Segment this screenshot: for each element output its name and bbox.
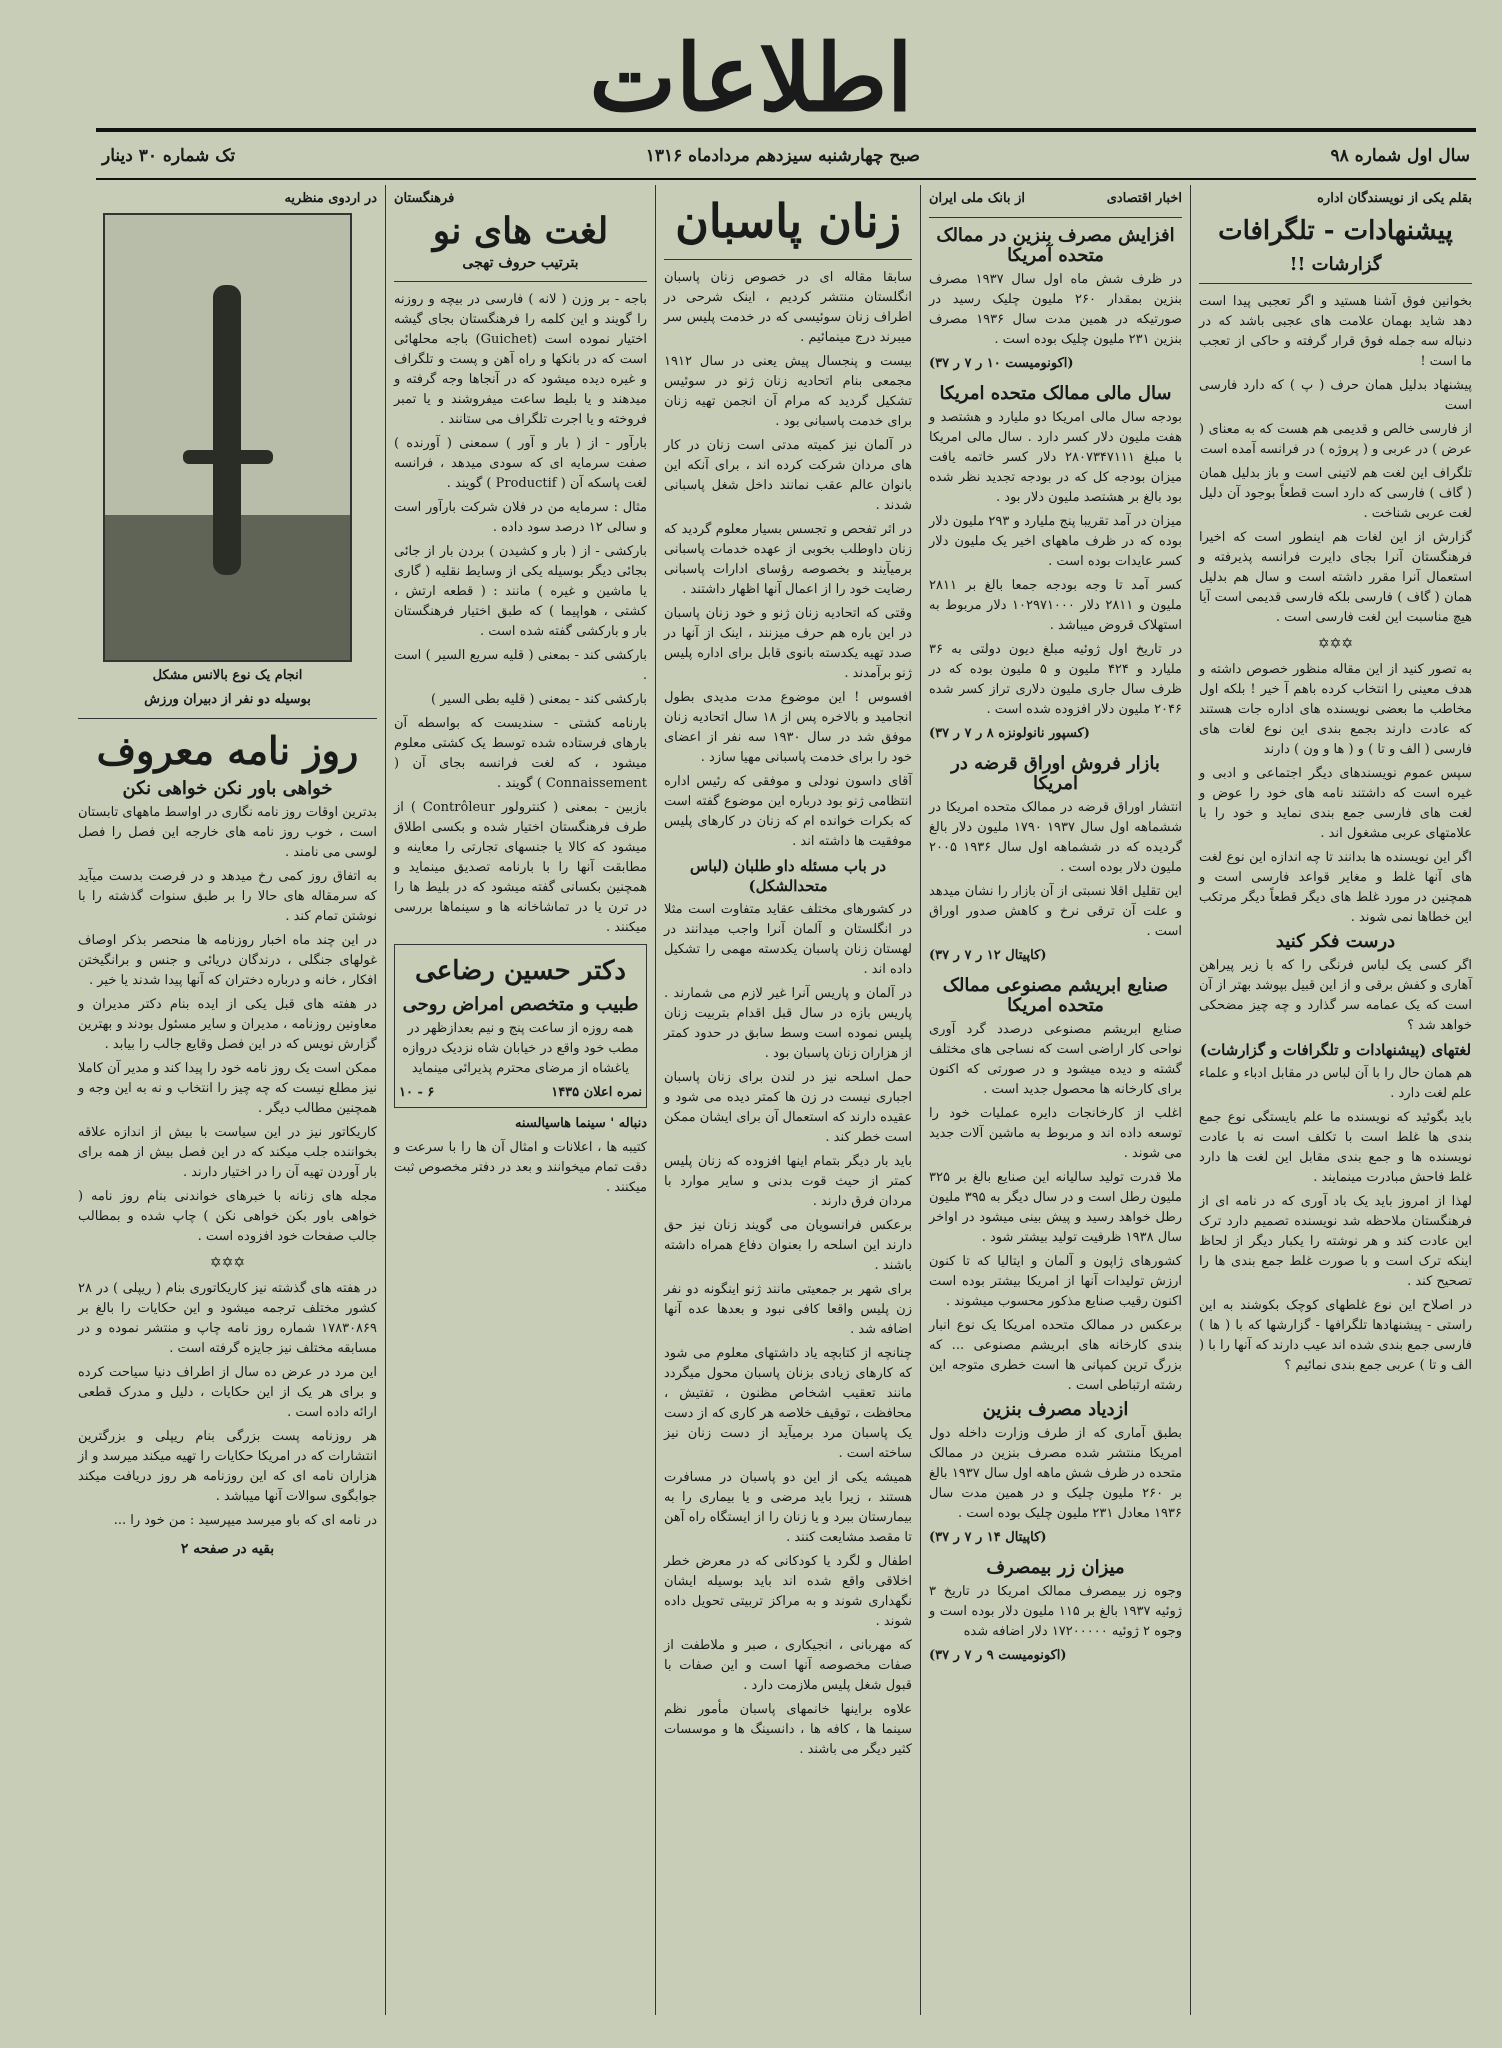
women-paragraph: وقتی که اتحادیه زنان ژنو و خود زنان پاسبان در این باره هم حرف میزنند ، اینک از آنها در صدد تهیه یکدسته بانوی قابل برای اداره پلیس ژنو برآمدند . xyxy=(664,606,912,681)
suggestions-subtitle: گزارشات !! xyxy=(1289,254,1382,275)
vocab-subtitle: بترتیب حروف تهجی xyxy=(462,255,579,271)
photo-figure xyxy=(213,285,241,575)
divider xyxy=(664,259,912,260)
divider xyxy=(1199,283,1472,284)
suggestions-paragraph: اگر کسی یک لباس فرنگی را که با زیر پیراهن آهاری و کفش برقی و از این قبیل بپوشد بهتر از آن است که یک عمامه سر گذارد و چه چیز مضحکی خواهد شد ؟ xyxy=(1199,958,1472,1033)
suggestions-subhead: درست فکر کنید xyxy=(1275,931,1396,952)
econ-headline: ازدیاد مصرف بنزین xyxy=(982,1399,1129,1420)
divider xyxy=(929,217,1182,218)
issue-date: صبح چهارشنبه سیزدهم مردادماه ۱۳۱۶ xyxy=(645,146,920,166)
famous-paragraph: در نامه ای که باو میرسد میپرسید : من خود را ... xyxy=(113,1513,377,1528)
column-women-police xyxy=(655,185,920,2015)
stars-ornament: ✡✡✡ xyxy=(209,1255,246,1271)
women-paragraph: همیشه یکی از این دو پاسبان در مسافرت هستند ، زیرا باید مرضی و یا بیماری را به بیمارستان ببرد و یا زنان را از ایستگاه راه آهن تا مقصد مشایعت کنند . xyxy=(664,1470,912,1545)
vocab-entry: بارآور - از ( بار و آور ) سمعنی ( آورنده ) صفت سرمایه ای که سودی میدهد ، فرانسه لغت پاسکه آن ( Productif ) گویند . xyxy=(394,436,647,491)
econ-paragraph: کشورهای ژاپون و آلمان و ایتالیا که تا کنون ارزش تولیدات آنها از امریکا بیشتر بوده است اکنون رقیب صنایع مذکور محسوب میشوند . xyxy=(929,1254,1182,1309)
vocab-entry: بارکشی - از ( بار و کشیدن ) بردن بار از جائی بجائی دیگر بوسیله یکی از وسایط نقلیه ( گاری یا ماشین و غیره ) مانند : ( قطعه ارتش ، کشتی ، هواپیما ) که طبق اختیار فرهنگستان بار و بارکشی گفته شده است . xyxy=(394,544,647,639)
vocab-entry: مثال : سرمایه من در فلان شرکت بارآور است و سالی ۱۲ درصد سود داده . xyxy=(394,500,647,535)
stars-ornament: ✡✡✡ xyxy=(1317,636,1354,652)
suggestions-paragraph: گزارش از این لغات هم اینطور است که اخیرا فرهنگستان آنرا بجای دایرت فرانسه پذیرفته و استعمال آنرا مقرر داشته است و سال هم بدلیل همان ( گاف ) فارسی بلکه فارسی قدیمی است آیا هیچ مناسبت این لغت فارسی است . xyxy=(1199,530,1472,625)
econ-source: (کسپور نانولونزه ۸ ر ۷ ر ۳۷) xyxy=(929,726,1090,741)
photo-caption-line2: بوسیله دو نفر از دبیران ورزش xyxy=(144,692,311,707)
famous-paragraph: در هفته های قبل یکی از ایده بنام دکتر مدیران و معاونین روزنامه ، مدیران و سایر مسئول بودند و بهترین گزارش نویس که در این فصل وقایع جالب را بیابد . xyxy=(78,997,377,1052)
econ-kicker: اخبار اقتصادی xyxy=(1106,191,1182,206)
ad-ref-range: ۶ - ۱۰ xyxy=(399,1085,435,1100)
suggestions-paragraph: باید بگوئید که نویسنده ما علم بایستگی نوع جمع بندی ها غلط است با تکلف است نه با عادت نویسنده ها و جمع بندی مقابل این لغت ها دارد غلط فاحش مبادرت مینمایند . xyxy=(1199,1110,1472,1185)
econ-paragraph: صنایع ابریشم مصنوعی درصدد گرد آوری نواحی کار اراضی است که نساجی های مختلف گشته و دیده میشود و در صورتی که اکنون برای کارخانه ها محصول جدید است . xyxy=(929,1022,1182,1097)
econ-paragraph: در ظرف شش ماه اول سال ۱۹۳۷ مصرف بنزین بمقدار ۲۶۰ ملیون چلیک رسید در صورتیکه در همین مدت سال ۱۹۳۶ مصرف بنزین ۲۳۱ ملیون چلیک بوده است . xyxy=(929,272,1182,347)
suggestions-paragraph: سپس عموم نویسندهای دیگر اجتماعی و ادبی و غیره است که داشتند نامه های خود را عوض و لغت های فارسی جمع بندی نماید و خود را با علامتهای عربی مشغول اند . xyxy=(1199,766,1472,841)
column-suggestions xyxy=(1190,185,1480,2015)
econ-paragraph: این تقلیل اقلا نسبتی از آن بازار را نشان میدهد و علت آن ترقی نرخ و کاهش صدور اوراق است . xyxy=(929,884,1182,939)
women-paragraph: در کشورهای مختلف عقاید متفاوت است مثلا در انگلستان و آلمان آنرا واجب میدانند در لهستان زنان پاسبان یکدسته مهمی را تشکیل داده اند . xyxy=(664,902,912,977)
divider xyxy=(78,718,377,719)
econ-source: (اکونومیست ۹ ر ۷ ر ۳۷) xyxy=(929,1648,1067,1663)
masthead-rule-bottom xyxy=(96,178,1476,180)
women-paragraph: که مهربانی ، انجیکاری ، صبر و ملاطفت از صفات مخصوصه آنها است و این صفات با قبول شغل پلیس ملازمت دارد . xyxy=(664,1638,912,1693)
ad-ref-row xyxy=(399,1083,642,1103)
photo-caption-line1: انجام یک نوع بالانس مشکل xyxy=(152,668,303,683)
famous-subtitle: خواهی باور نکن خواهی نکن xyxy=(122,778,333,799)
women-paragraph: در اثر تفحص و تجسس بسیار معلوم گردید که زنان داوطلب بخوبی از عهده خدمات پاسبانی برمیآیند و بخصوصه رؤسای ادارات پاسبانی رضایت خود را از اعمال آنها اظهار داشتند . xyxy=(664,522,912,597)
divider xyxy=(394,281,647,282)
econ-kickers xyxy=(929,189,1182,209)
suggestions-headline: پیشنهادات - تلگرافات xyxy=(1218,216,1453,246)
ad-doctor-title: طبیب و متخصص امراض روحی xyxy=(402,994,639,1015)
doctor-advertisement xyxy=(394,944,647,1108)
vocab-kicker: فرهنگستان xyxy=(394,191,455,206)
econ-headline: سال مالی ممالک متحده امریکا xyxy=(939,383,1172,404)
women-paragraph: حمل اسلحه نیز در لندن برای زنان پاسبان اجباری نیست در زن ها کمتر دیده می شود و عقیده دارند که استعمال آن برای ایشان ممکن است خطر کند . xyxy=(664,1070,912,1145)
famous-paragraph: به اتفاق روز کمی رخ میدهد و در فرصت بدست میآید که سرمقاله های حالا را بر طبق سنوات گذشته را با نوشتن تمام کند . xyxy=(78,869,377,924)
econ-headline: افزایش مصرف بنزین در ممالک متحده آمریکا xyxy=(936,225,1175,266)
women-police-headline: زنان پاسبان xyxy=(675,194,901,248)
women-paragraph: بیست و پنجسال پیش یعنی در سال ۱۹۱۲ مجمعی بنام اتحادیه زنان ژنو در سوئیس تشکیل گردید که مرام آن انجمن تهیه زنان برای خدمت پاسبانی بود . xyxy=(664,354,912,429)
suggestions-paragraph: اگر این نویسنده ها بدانند تا چه اندازه این نوع لغت های آنها غلط و مغایر قواعد فارسی است و همچنین در مورد غلط های دیگر قطعاً دیگر مرتکب این خطاها نمی شوند . xyxy=(1199,850,1472,925)
econ-source: (کاپیتال ۱۲ ر ۷ ر ۳۷) xyxy=(929,948,1047,963)
econ-paragraph: در تاریخ اول ژوئیه مبلغ دیون دولتی به ۳۶ ملیارد و ۴۲۴ ملیون و ۵ ملیون بوده که در ظرف سال جاری ملیون دلاری تراز کسر شده ۲۰۴۶ ملیون دلار افزوده شده است . xyxy=(929,642,1182,717)
photo-figure-base xyxy=(183,450,273,464)
vocab-entry: باجه - بر وزن ( لانه ) فارسی در بیچه و روزنه را گویند و این کلمه را فرهنگستان بجای گیشه اختیار نموده است (Guichet) باجه محلهائی است که در بانکها و راه آهن و پست و تلگراف و غیره دیده میشود که در آنجاها وجه گرفته و میدهند و یا بلیط ساعت میفروشند و یا تمبر فروخته و یا اجرت تلگراف می ستانند . xyxy=(394,292,647,427)
vocab-entry: بازبین - بمعنی ( کنترولور Contrôleur ) از طرف فرهنگستان اختیار شده و بکسی اطلاق میشود که کالا یا جنسهای تجارتی را معاینه و مطابقت آنها را با بارنامه تصدیق مینماید و همچنین بکسانی گفته میشود که در بلیط ها را در ترن یا در تماشاخانه ها و سینماها بررسی میکنند . xyxy=(394,800,647,935)
vocab-entry: بارکشی کند - بمعنی ( قلیه سریع السیر ) است . xyxy=(394,648,647,683)
women-paragraph: در آلمان نیز کمیته مدتی است زنان در کار های مردان شرکت کرده اند ، برای آنکه این بانوان عالم عقب نمانند داخل شغل پاسبانی شدند . xyxy=(664,438,912,513)
famous-paragraph: این مرد در عرض ده سال از اطراف دنیا سیاحت کرده و برای هر یک از این حکایات ، دلیل و مدرک قطعی ارائه داده است . xyxy=(78,1365,377,1420)
women-paragraph: علاوه براینها خانمهای پاسبان مأمور نظم سینما ها ، کافه ها ، دانسینگ ها و موسسات کثیر دیگر می باشند . xyxy=(664,1702,912,1757)
column-famous-newspaper xyxy=(70,185,385,2015)
vocab-entry: بارنامه کشتی - سندیست که بواسطه آن بارهای فرستاده شده توسط یک کشتی معلوم میشود ، که لغت فرانسه بجای آن ( Connaissement ) گویند . xyxy=(394,716,647,791)
women-paragraph: برای شهر بر جمعیتی مانند ژنو اینگونه دو نفر زن پلیس واقعا کافی نبود و بعدها عده آنها اضافه شد . xyxy=(664,1282,912,1337)
photo-kicker: در اردوی منظریه xyxy=(284,191,377,206)
column-economic-news xyxy=(920,185,1190,2015)
ad-doctor-name: دکتر حسین رضاعی xyxy=(415,956,626,986)
econ-source: (کاپیتال ۱۴ ر ۷ ر ۳۷) xyxy=(929,1530,1047,1545)
women-paragraph: چنانچه از کتابچه یاد داشتهای معلوم می شود که کارهای زیادی بزنان پاسبان محول میگردد مانند تعقیب اشخاص مظنون ، تفتیش ، محافظت ، توقیف خلاصه هر کاری که از دست یک پاسبان مرد برمیآید از دست زنان نیز ساخته است . xyxy=(664,1346,912,1461)
econ-paragraph: بودجه سال مالی امریکا دو ملیارد و هشتصد و هفت ملیون دلار کسر دارد . سال مالی امریکا با مبلغ ۲۸۰۷۳۴۷۱۱۱ دلار کسر خاتمه یافت میزان بودجه کل که در بودجه تجدید نظر شده بود بالغ بر هشتصد ملیون دلار بود . xyxy=(929,410,1182,505)
econ-source-kicker: از بانک ملی ایران xyxy=(929,191,1025,206)
econ-paragraph: برعکس در ممالک متحده امریکا یک نوع انبار بندی کارخانه های ابریشم مصنوعی ... که بزرگ ترین کمپانی ها است خطری متوجه این رشته ارتباطی است . xyxy=(929,1318,1182,1393)
famous-paragraph: در این چند ماه اخبار روزنامه ها منحصر بذکر اوصاف غولهای جنگلی ، درندگان دریائی و جنس و برانگیختن افکار ، خانه و درباره دختران که آنها پیدا شدند یا خیر . xyxy=(78,933,377,988)
econ-paragraph: ملا قدرت تولید سالیانه این صنایع بالغ بر ۳۲۵ ملیون رطل است و در سال دیگر به ۳۹۵ ملیون رطل خواهد رسید و پیش بینی میشود در اواخر سال ۱۹۳۸ ظرفیت تولید بیشتر شود . xyxy=(929,1170,1182,1245)
famous-paragraph: ممکن است یک روز نامه خود را پیدا کند و مدیر آن کاملا نیز مطلع نیست که چه چیز را انتخاب و نه به این وجه و همچنین مطالب دیگر . xyxy=(78,1061,377,1116)
econ-headline: میزان زر بیمصرف xyxy=(986,1557,1125,1578)
suggestions-paragraph: تلگراف این لغت هم لاتینی است و باز بدلیل همان ( گاف ) فارسی که دارد است قطعاً بوجود آن دلیل لغت عربی شناخت . xyxy=(1199,466,1472,521)
issue-price: تک شماره ۳۰ دینار xyxy=(102,146,236,166)
suggestions-paragraph: لهذا از امروز باید یک باد آوری که در نامه ای از فرهنگستان ملاحظه شد نویسنده تصمیم دارد ترک این عادت کند و هر نوشته را یکبار دیگر از لحاظ اینکه ترک است و با صورت غلط جمع بندی ها را تصحیح کند . xyxy=(1199,1194,1472,1289)
masthead-title: اطلاعات xyxy=(589,24,913,132)
column-new-words xyxy=(385,185,655,2015)
econ-paragraph: میزان در آمد تقریبا پنج ملیارد و ۲۹۳ ملیون دلار بوده که در ظرف ماههای اخیر یک ملیون دلار کسر عایدات بوده است . xyxy=(929,514,1182,569)
famous-headline: روز نامه معروف xyxy=(96,728,359,773)
women-paragraph: افسوس ! این موضوع مدت مدیدی بطول انجامید و بالاخره پس از ۱۸ سال اتحادیه زنان موفق شد در سال ۱۹۳۰ سه نفر از اعضای خود را برای خدمت پاسبانی مهیا سازد . xyxy=(664,690,913,765)
econ-headline: صنایع ابریشم مصنوعی ممالک متحده امریکا xyxy=(942,975,1169,1016)
suggestions-paragraph: بخوانین فوق آشنا هستید و اگر تعجبی پیدا است دهد شاید بهمان علامت های عجبی باشد که در دنباله سه جمله فوق قرار گرفته و حاکی از تعجب ما است ! xyxy=(1199,294,1472,369)
famous-paragraph: در هفته های گذشته نیز کاریکاتوری بنام ( ریپلی ) در ۲۸ کشور مختلف ترجمه میشود و این حکایات را بالغ بر ۱۷۸۳۰۸۶۹ شماره روز نامه چاپ و منتشر نموده و در مسابقه مختلف نیز جایزه گرفته است . xyxy=(78,1281,377,1356)
vocab-headline: لغت های نو xyxy=(432,210,609,252)
volume-number: سال اول شماره ۹۸ xyxy=(1330,146,1470,166)
econ-headline: بازار فروش اوراق قرضه در امریکا xyxy=(951,753,1160,794)
econ-paragraph: وجوه زر بیمصرف ممالک امریکا در تاریخ ۳ ژوئیه ۱۹۳۷ بالغ بر ۱۱۵ ملیون دلار بوده است و وجوه ۲ ژوئیه ۱۷۲۰۰۰۰۰ دلار اضافه شده xyxy=(929,1584,1183,1639)
women-paragraph: سابقا مقاله ای در خصوص زنان پاسبان انگلستان منتشر کردیم ، اینک شرحی در اطراف زنان سوئیسی که در خدمت پلیس سر میبرند درج مینمائیم . xyxy=(664,270,912,345)
continuation-paragraph: کتیبه ها ، اعلانات و امثال آن ها را با سرعت و دقت تمام میخوانند و بعد در دفتر مخصوص ثبت میکنند . xyxy=(394,1140,647,1195)
women-paragraph: آقای داسون نودلی و موفقی که رئیس اداره انتظامی ژنو بود درباره این موضوع گفته است که بکرات خوانده ام که زنان در کارهای پلیس موفقیت ها داشته اند . xyxy=(664,774,912,849)
masthead-rule-top xyxy=(96,128,1476,132)
econ-paragraph: انتشار اوراق قرضه در ممالک متحده امریکا در ششماهه اول سال ۱۹۳۷ ۱۷۹۰ ملیون دلار بالغ گردیده که در ششماهه اول سال ۱۹۳۶ ۲۰۰۵ ملیون دلار بوده است . xyxy=(929,800,1182,875)
suggestions-paragraph: پیشنهاد بدلیل همان حرف ( پ ) که دارد فارسی است xyxy=(1199,378,1472,413)
suggestions-kicker: بقلم یکی از نویسندگان اداره xyxy=(1317,191,1472,206)
continued-on-page: بقیه در صفحه ۲ xyxy=(180,1541,275,1557)
econ-paragraph: بطبق آماری که از طرف وزارت داخله دول امریکا منتشر شده مصرف بنزین در ممالک متحده در ظرف شش ماهه اول سال ۱۹۳۷ بالغ بر ۲۶۰ ملیون چلیک و در همین مدت سال ۱۹۳۶ معادل ۲۳۱ ملیون چلیک بوده است . xyxy=(929,1426,1182,1521)
info-bar xyxy=(96,138,1476,174)
suggestions-paragraph: در اصلاح این نوع غلطهای کوچک بکوشند به این راستی - پیشنهادها تلگرافها - گزارشها که با ( ها ) فارسی جمع بندی شده اند عیب دارند که آنها را با ( الف و تا ) عربی جمع بندی نمائیم ؟ xyxy=(1199,1298,1472,1373)
columns xyxy=(70,185,1480,2015)
famous-paragraph: هر روزنامه پست بزرگی بنام ریپلی و بزرگترین انتشارات که در امریکا حکایات را تهیه میکند میرسد و از هزاران نامه ای که این روزنامه هر روز دریافت میکند جوابگوی سوالات آنها میباشد . xyxy=(78,1429,377,1504)
famous-paragraph: بدترین اوقات روز نامه نگاری در اواسط ماههای تابستان است ، خوب روز نامه های خارجه این فصل را فصل لوسی می نامند . xyxy=(78,805,377,860)
acrobat-photo xyxy=(103,213,352,662)
women-paragraph: برعکس فرانسویان می گویند زنان نیز حق دارند این اسلحه را بعنوان دفاع همراه داشته باشند . xyxy=(664,1218,912,1273)
suggestions-paragraph: از فارسی خالص و قدیمی هم هست که به معنای ( عرض ) در عربی و ( پروژه ) در فرانسه آمده است xyxy=(1199,422,1472,457)
vocab-entry: بارکشی کند - بمعنی ( قلیه بطی السیر ) xyxy=(431,692,647,707)
women-paragraph: باید بار دیگر بتمام اینها افزوده که زنان پلیس کمتر از حیث قوت بدنی و سایر موارد با مردان فرق دارند . xyxy=(664,1154,912,1209)
ad-ref-number: نمره اعلان ۱۴۳۵ xyxy=(551,1085,642,1100)
continuation-label: دنباله ' سینما هاسیالسنه xyxy=(514,1116,647,1131)
women-subhead: در باب مسئله داو طلبان (لباس متحدالشکل) xyxy=(689,857,887,895)
women-paragraph: در آلمان و پاریس آنرا غیر لازم می شمارند . پاریس بازه در سال قبل اقدام بتربیت زنان پلیس نموده است وسط سابق در حدود کمتر از هزاران زنان پاسبان بود . xyxy=(664,986,912,1061)
econ-source: (اکونومیست ۱۰ ر ۷ ر ۳۷) xyxy=(929,356,1074,371)
suggestions-subhead: لغتهای (پیشنهادات و تلگرافات و گزارشات) xyxy=(1199,1041,1472,1059)
famous-paragraph: مجله های زنانه با خبرهای خواندنی بنام روز نامه ( خواهی باور بکن خواهی نکن ) چاپ شده و بمطالب جالب صفحات خود افزوده است . xyxy=(78,1189,377,1244)
suggestions-paragraph: به تصور کنید از این مقاله منظور خصوص داشته و هدف معینی را انتخاب کرده باهم آ خیر ! بلکه اول مخاطب ما بعضی نویسنده های اداره جات هستند که عادت دارند بجمع بندی این نوع لغات های فارسی ( الف و تا ) و ( ها و ون ) دارند xyxy=(1199,662,1472,757)
suggestions-paragraph: هم همان حال را با آن لباس در مقابل ادباء و علماء علم لغت دارد . xyxy=(1199,1066,1472,1101)
women-paragraph: اطفال و لگرد یا کودکانی که در معرض خطر اخلاقی واقع شده اند باید بوسیله ایشان نگهداری شوند و به مراکز تربیتی تحویل داده شوند . xyxy=(664,1554,912,1629)
ad-hours: همه روزه از ساعت پنج و نیم بعدازظهر در مطب خود واقع در خیابان شاه نزدیک دروازه یاغشاه از مرضای محترم پذیرائی مینماید xyxy=(402,1021,639,1076)
econ-paragraph: اغلب از کارخانجات دایره عملیات خود را توسعه داده اند و مربوط به ماشین آلات جدید می شوند . xyxy=(929,1106,1182,1161)
famous-paragraph: کاریکاتور نیز در این سیاست با بیش از اندازه علاقه بخواننده جلب میکند که در این فصل بیش از همه برای بار آوردن تهیه آن را در اختیار دارند . xyxy=(78,1125,377,1180)
econ-paragraph: کسر آمد تا وجه بودجه جمعا بالغ بر ۲۸۱۱ ملیون و ۲۸۱۱ دلار ۱۰۲۹۷۱۰۰۰ دلار مربوط به استهلاک قروض میباشد . xyxy=(929,578,1182,633)
